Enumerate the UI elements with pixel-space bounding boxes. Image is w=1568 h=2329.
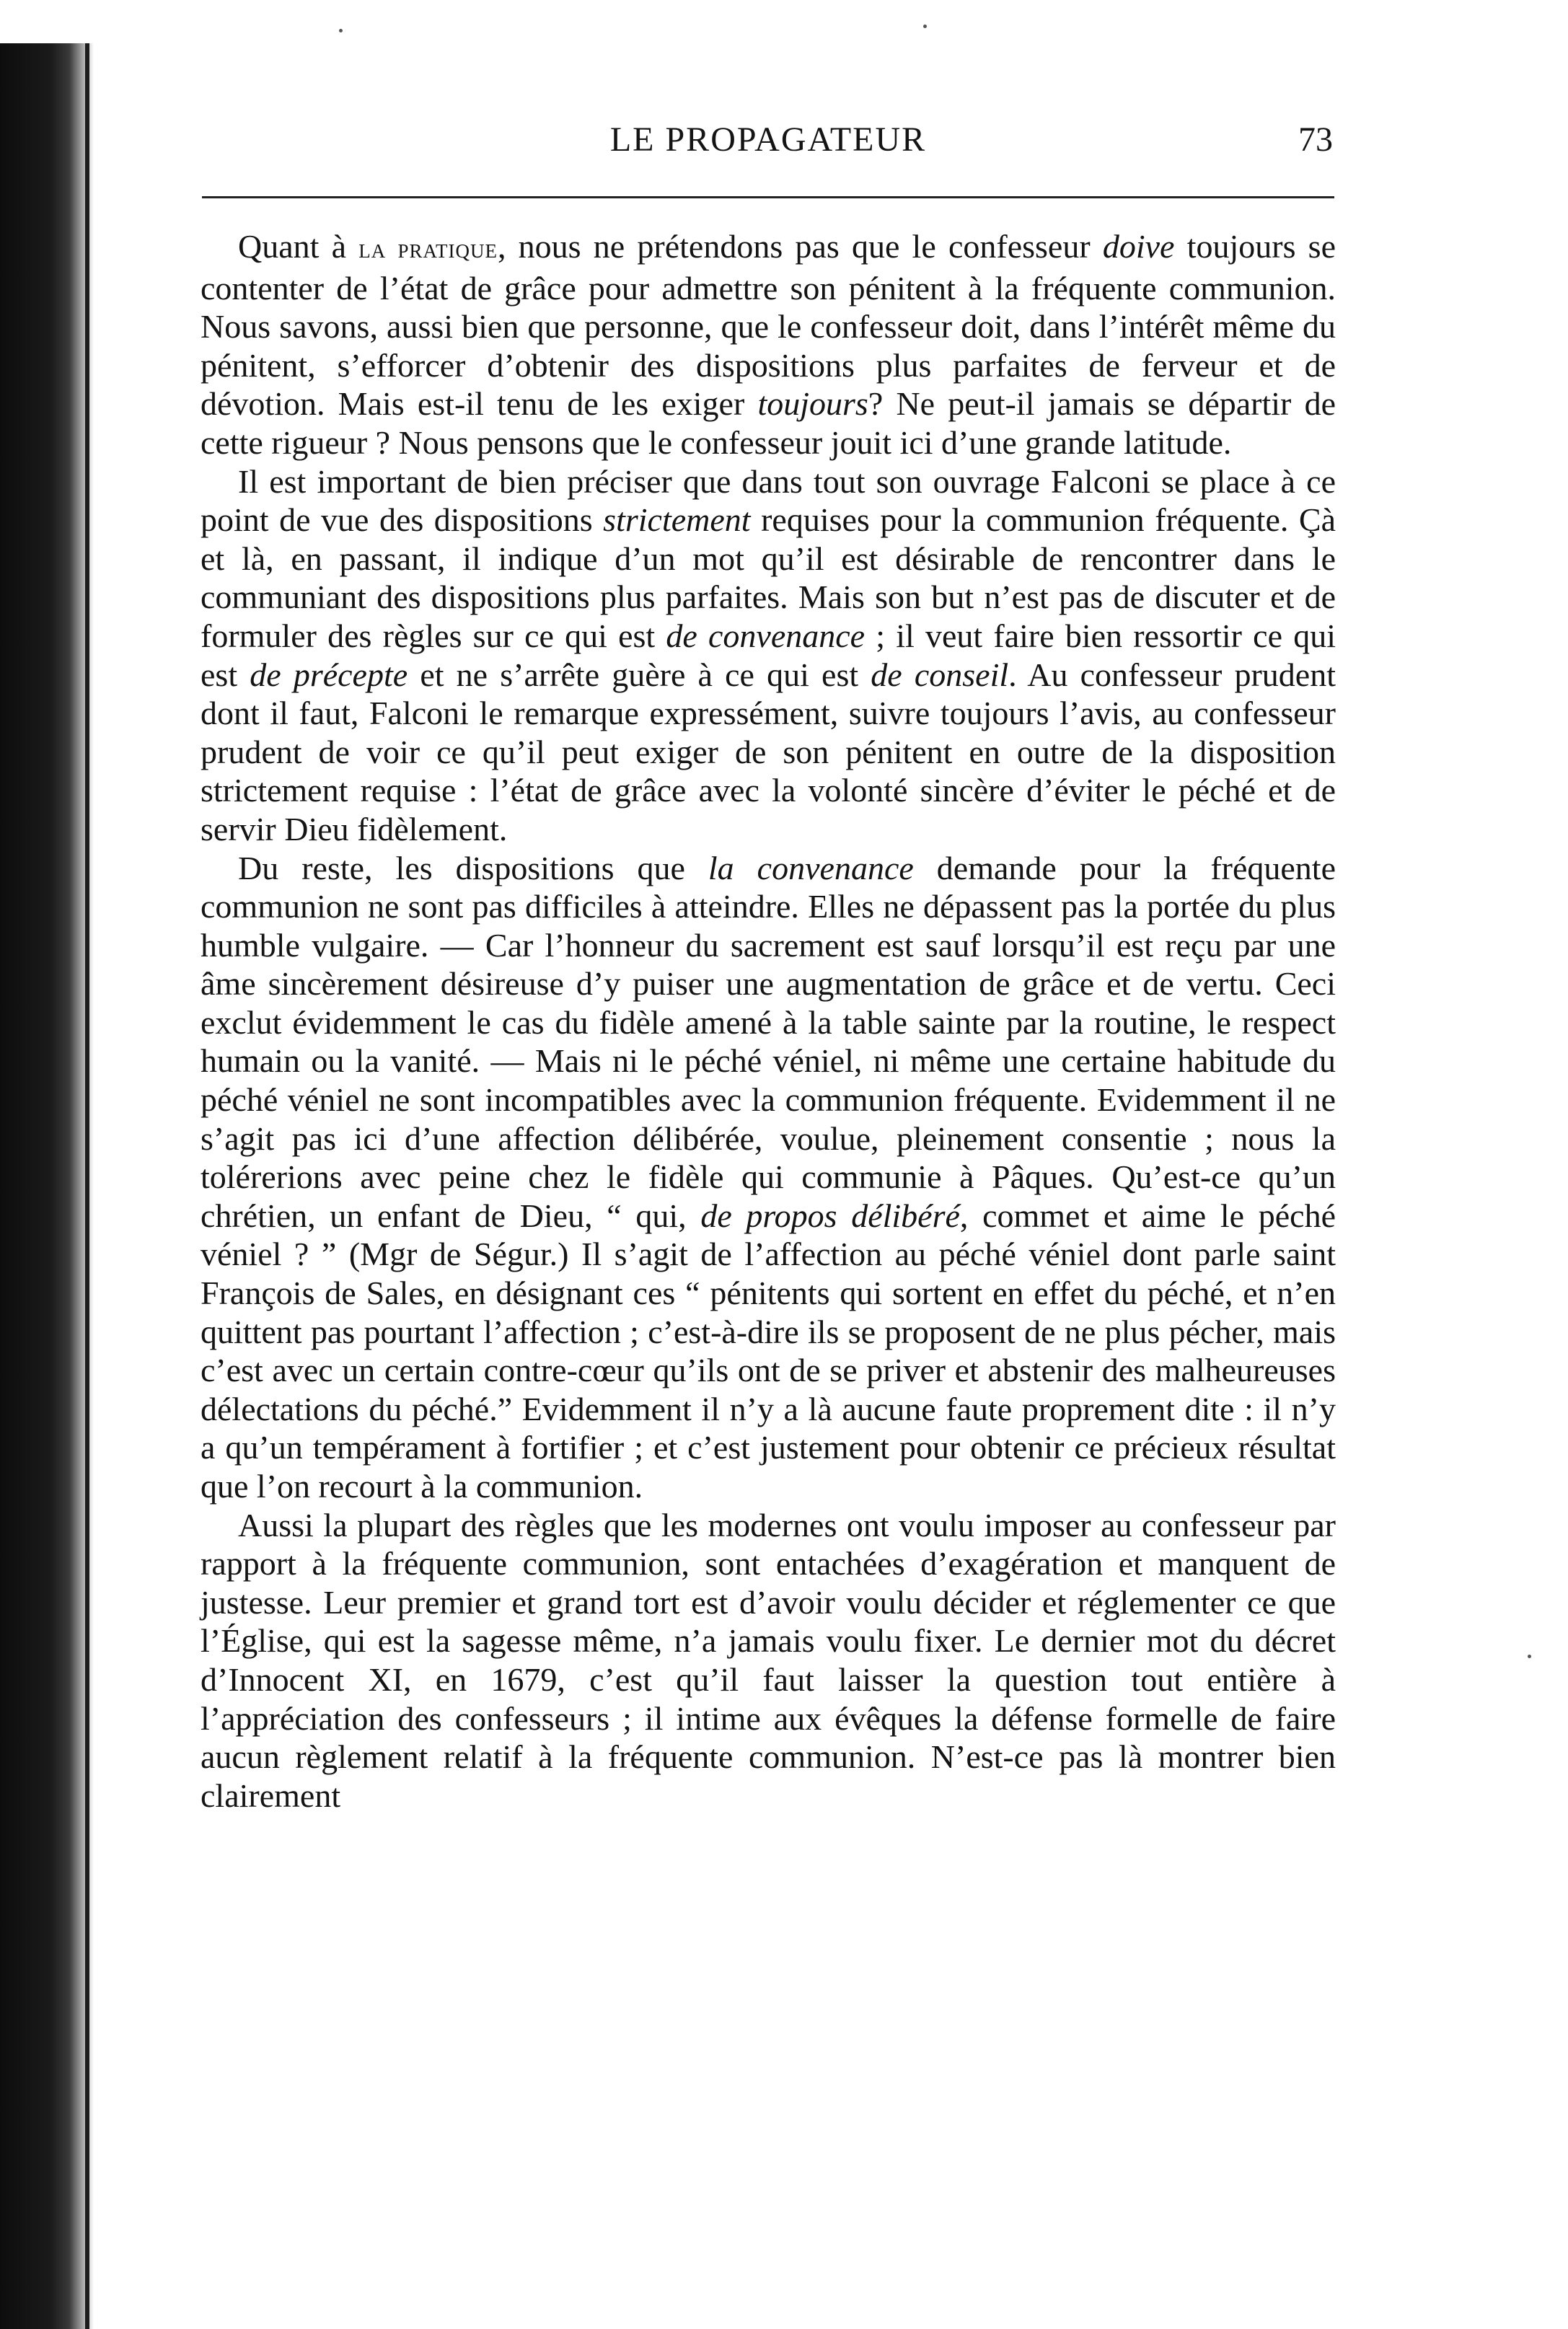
text-run: ? Ne peut-il jamais se départir de cette rigueur ? Nous pensons que le confesseur jouit ici d’une grande latitude. xyxy=(201,385,1336,461)
print-speck xyxy=(1528,1655,1531,1658)
body-text xyxy=(201,227,1336,1815)
small-caps-text: la pratique xyxy=(358,234,498,264)
text-run: requises pour la communion fréquente. Çà et là, en passant, il indique d’un mot qu’il est désirable de rencontrer dans le communiant des dispositions plus parfaites. Mais son but n’est pas de discuter et de formuler des règles sur ce qui est xyxy=(201,501,1336,654)
italic-text: la convenance xyxy=(708,849,914,886)
text-run: , commet et aime le péché véniel ? ” (Mgr de Ségur.) Il s’agit de l’affection au péché véniel dont parle saint François de Sales, en désignant ces “ pénitents qui sortent en effet du péché, et n’en quittent pas pourtant l’affection ; c’est-à-dire ils se proposent de ne plus pécher, mais c’est avec un certain contre-cœur qu’ils ont de se priver et abstenir des malheureuses délectations du péché.” Evidemment il n’y a là aucune faute proprement dite : il n’y a qu’un tempérament à fortifier ; et c’est justement pour obtenir ce précieux résultat que l’on recourt à la communion. xyxy=(201,1197,1336,1505)
running-title: LE PROPAGATEUR xyxy=(609,120,927,159)
text-run: Du reste, les dispositions que xyxy=(238,849,708,886)
text-run: demande pour la fréquente communion ne sont pas difficiles à atteindre. Elles ne dépassent pas la portée du plus humble vulgaire. — Car l’honneur du sacrement est sauf lorsqu’il est reçu par une âme sincèrement désireuse d’y puiser une augmentation de grâce et de vertu. Ceci exclut évidemment le cas du fidèle amené à la table sainte par la routine, le respect humain ou la vanité. — Mais ni le péché véniel, ni même une certaine habitude du péché véniel ne sont incompatibles avec la communion fréquente. Evidemment il ne s’agit pas ici d’une affection délibérée, voulue, pleinement consentie ; nous la tolérerions avec peine chez le fidèle qui communie à Pâques. Qu’est-ce qu’un chrétien, un enfant de Dieu, “ qui, xyxy=(201,849,1336,1234)
text-run: Quant à xyxy=(238,228,359,265)
print-speck xyxy=(923,25,927,28)
text-run: . Au confesseur prudent dont il faut, Falconi le remarque expressément, suivre toujours l’avis, au confesseur prudent de voir ce qu’il peut exiger de son pénitent en outre de la disposition strictement requise : l’état de grâce avec la volonté sincère d’éviter le péché et de servir Dieu fidèlement. xyxy=(201,656,1336,847)
text-run: Aussi la plupart des règles que les modernes ont voulu imposer au confesseur par rapport à la fréquente communion, sont entachées d’exagération et manquent de justesse. Leur premier et grand tort est d’avoir voulu décider et réglementer ce que l’Église, qui est la sagesse même, n’a jamais voulu fixer. Le dernier mot du décret d’Innocent XI, en 1679, c’est qu’il faut laisser la question tout entière à l’appréciation des confesseurs ; il intime aux évêques la défense formelle de faire aucun règlement relatif à la fréquente communion. N’est-ce pas là montrer bien clairement xyxy=(201,1506,1336,1814)
text-run: Il est important de bien préciser que dans tout son ouvrage Falconi se place à ce point de vue des dispositions xyxy=(201,462,1336,539)
text-run: et ne s’arrête guère à ce qui est xyxy=(408,656,871,693)
italic-text: de propos délibéré xyxy=(700,1197,960,1234)
print-speck xyxy=(339,29,343,32)
header-rule xyxy=(202,196,1334,198)
paragraph xyxy=(201,462,1336,849)
book-binding-shadow xyxy=(0,43,94,2329)
italic-text: strictement xyxy=(603,501,751,539)
page-header xyxy=(202,118,1334,169)
italic-text: toujours xyxy=(757,385,868,423)
paragraph xyxy=(201,849,1336,1506)
italic-text: de précepte xyxy=(250,656,408,693)
text-run: , nous ne prétendons pas que le confesseur xyxy=(497,228,1103,265)
paragraph xyxy=(201,1506,1336,1815)
page-number: 73 xyxy=(1298,120,1333,159)
italic-text: de convenance xyxy=(666,617,866,654)
binding-edge-line xyxy=(85,43,89,2329)
text-run: toujours se contenter de l’état de grâce pour admettre son pénitent à la fréquente communion. Nous savons, aussi bien que personne, que le confesseur doit, dans l’intérêt même du pénitent, s’efforcer d’obtenir des dispositions plus parfaites de ferveur et de dévotion. Mais est-il tenu de les exiger xyxy=(201,228,1336,423)
italic-text: doive xyxy=(1102,228,1175,265)
paragraph xyxy=(201,227,1336,462)
italic-text: de conseil xyxy=(871,656,1009,693)
text-run: ; il veut faire bien ressortir ce qui est xyxy=(201,617,1336,693)
